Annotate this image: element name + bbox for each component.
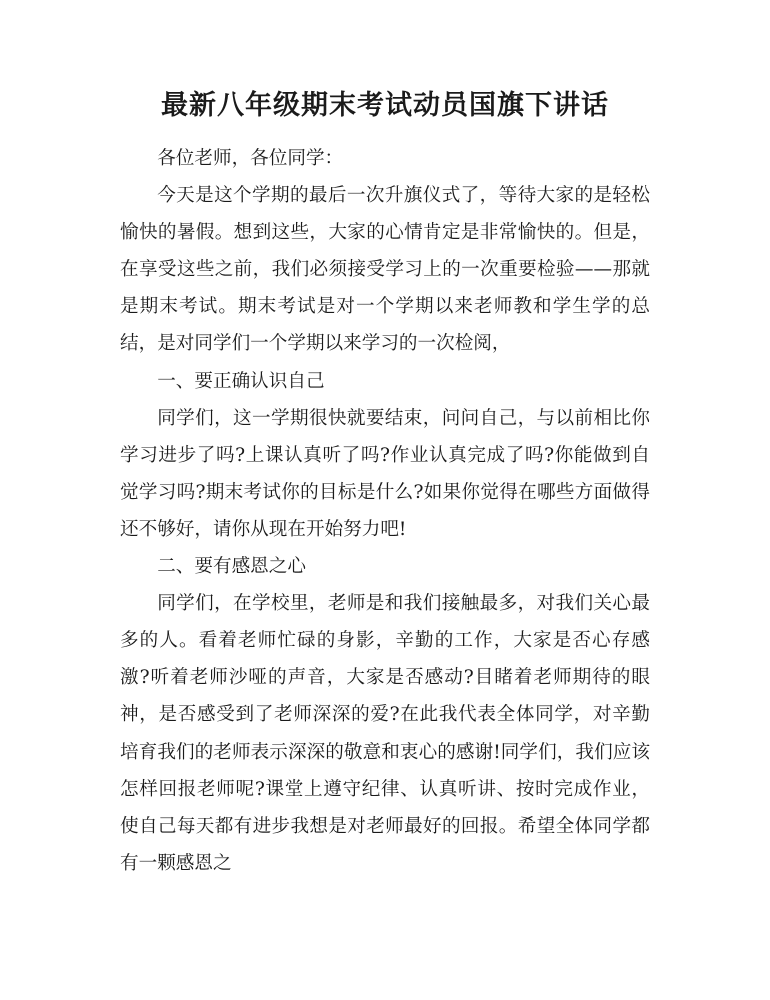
section-heading-1: 一、要正确认识自己	[157, 370, 325, 392]
paragraph-section-1: 同学们，这一学期很快就要结束，问问自己，与以前相比你学习进步了吗?上课认真听了吗?作业认真完成了吗?你能做到自觉学习吗?期末考试你的目标是什么?如果你觉得在哪些方面做得还不够好，请你从现在开始努力吧!	[120, 407, 650, 540]
paragraph-intro: 今天是这个学期的最后一次升旗仪式了，等待大家的是轻松愉快的暑假。想到这些，大家的心情肯定是非常愉快的。但是，在享受这些之前，我们必须接受学习上的一次重要检验——那就是期末考试。期末考试是对一个学期以来老师教和学生学的总结，是对同学们一个学期以来学习的一次检阅，	[120, 185, 650, 355]
paragraph-section-2: 同学们，在学校里，老师是和我们接触最多，对我们关心最多的人。看着老师忙碌的身影，辛勤的工作，大家是否心存感激?听着老师沙哑的声音，大家是否感动?目睹着老师期待的眼神，是否感受到了老师深深的爱?在此我代表全体同学，对辛勤培育我们的老师表示深深的敬意和衷心的感谢!同学们，我们应该怎样回报老师呢?课堂上遵守纪律、认真听讲、按时完成作业，使自己每天都有进步我想是对老师最好的回报。希望全体同学都有一颗感恩之	[120, 593, 650, 874]
paragraph-salutation: 各位老师，各位同学：	[157, 148, 344, 169]
document-title: 最新八年级期末考试动员国旗下讲话	[161, 90, 609, 121]
section-heading-2: 二、要有感恩之心	[157, 556, 306, 578]
